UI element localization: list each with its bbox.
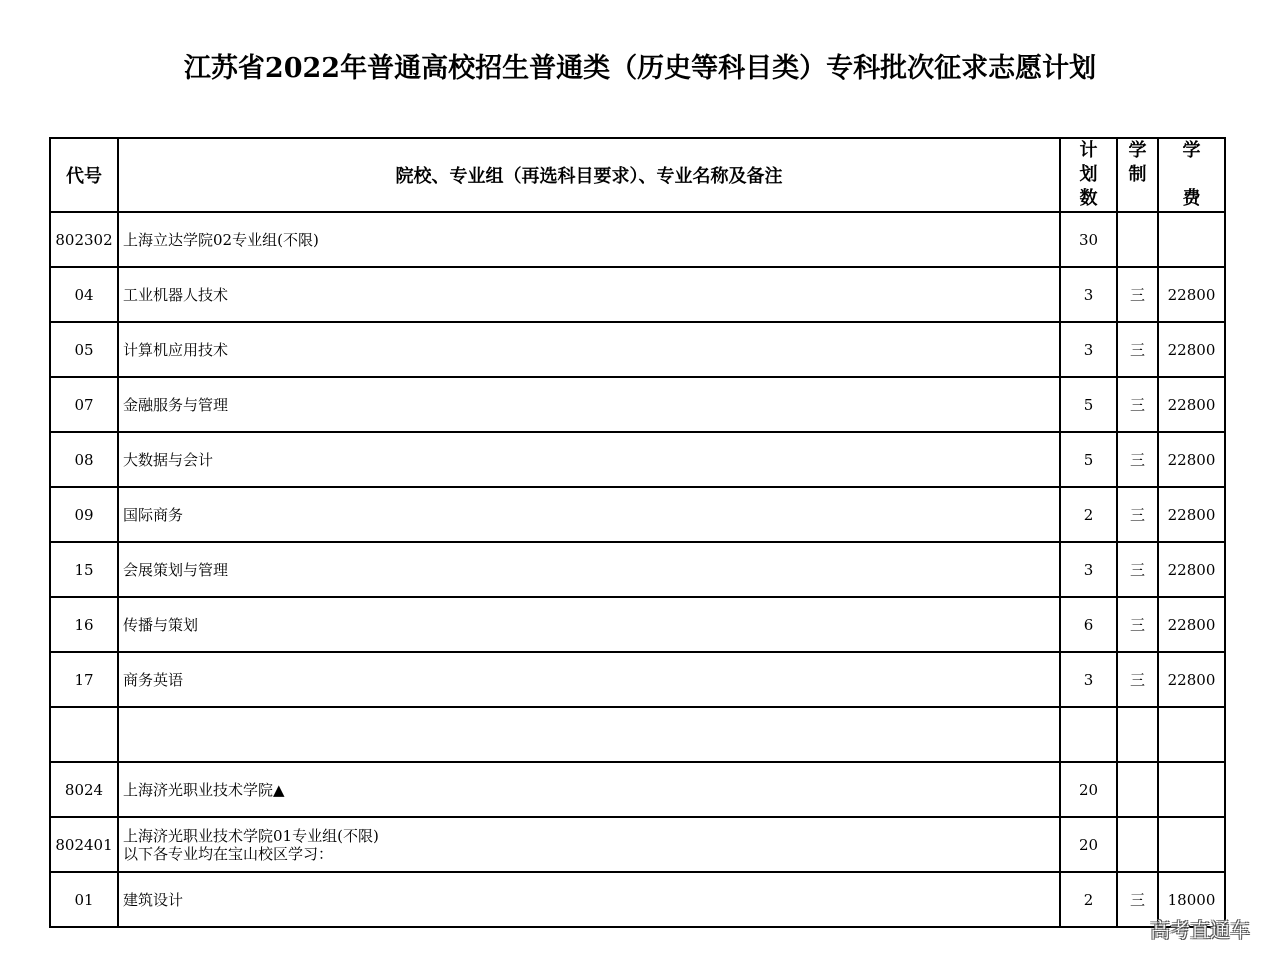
cell-plan-count: 3 — [1060, 322, 1117, 377]
cell-name-line: 建筑设计 — [123, 890, 184, 909]
cell-duration: 三 — [1117, 267, 1158, 322]
cell-plan-count: 20 — [1060, 817, 1117, 872]
table-row — [50, 817, 1225, 872]
cell-fee: 22800 — [1158, 487, 1225, 542]
header-duration-char: 学 — [1128, 140, 1147, 161]
header-name: 院校、专业组（再选科目要求）、专业名称及备注 — [118, 138, 1060, 212]
header-plan-count-char: 划 — [1079, 164, 1098, 185]
cell-fee: 22800 — [1158, 652, 1225, 707]
cell-code: 15 — [50, 542, 118, 597]
header-fee-char: 费 — [1182, 188, 1201, 209]
enrollment-plan-table — [49, 137, 1226, 928]
cell-plan-count: 20 — [1060, 762, 1117, 817]
header-duration — [1117, 138, 1158, 212]
cell-code: 01 — [50, 872, 118, 927]
cell-name-line: 上海立达学院02专业组(不限) — [123, 230, 319, 249]
cell-code: 8024 — [50, 762, 118, 817]
cell-fee — [1158, 212, 1225, 267]
cell-duration: 三 — [1117, 597, 1158, 652]
cell-name — [118, 487, 1060, 542]
cell-plan-count: 3 — [1060, 542, 1117, 597]
cell-name-line: 商务英语 — [123, 670, 184, 689]
cell-name-line: 以下各专业均在宝山校区学习： — [123, 844, 334, 863]
cell-name-line: 上海济光职业技术学院01专业组(不限) — [123, 826, 379, 845]
cell-plan-count: 3 — [1060, 652, 1117, 707]
cell-plan-count: 3 — [1060, 267, 1117, 322]
table-row — [50, 487, 1225, 542]
cell-fee: 22800 — [1158, 322, 1225, 377]
cell-name-line: 会展策划与管理 — [123, 560, 229, 579]
cell-name — [118, 212, 1060, 267]
cell-name — [118, 377, 1060, 432]
cell-name-line: 金融服务与管理 — [123, 395, 229, 414]
cell-duration: 三 — [1117, 542, 1158, 597]
header-fee-char: 学 — [1182, 140, 1201, 161]
cell-plan-count: 5 — [1060, 377, 1117, 432]
cell-fee — [1158, 707, 1225, 762]
cell-code: 04 — [50, 267, 118, 322]
cell-code: 05 — [50, 322, 118, 377]
cell-name — [118, 652, 1060, 707]
cell-name-line: 工业机器人技术 — [123, 285, 229, 304]
table-row — [50, 377, 1225, 432]
cell-plan-count — [1060, 707, 1117, 762]
header-plan-count — [1060, 138, 1117, 212]
header-code: 代号 — [50, 138, 118, 212]
cell-plan-count: 2 — [1060, 487, 1117, 542]
cell-name — [118, 817, 1060, 872]
cell-plan-count: 6 — [1060, 597, 1117, 652]
cell-name — [118, 542, 1060, 597]
cell-name-line: 国际商务 — [123, 505, 184, 524]
cell-duration — [1117, 212, 1158, 267]
table-row — [50, 542, 1225, 597]
cell-code — [50, 707, 118, 762]
cell-duration — [1117, 817, 1158, 872]
cell-code: 07 — [50, 377, 118, 432]
table-row — [50, 707, 1225, 762]
cell-fee: 18000 — [1158, 872, 1225, 927]
cell-duration: 三 — [1117, 652, 1158, 707]
cell-name — [118, 762, 1060, 817]
cell-code: 17 — [50, 652, 118, 707]
table-row — [50, 762, 1225, 817]
table-row — [50, 432, 1225, 487]
watermark: 高考直通车 — [1150, 918, 1250, 942]
cell-duration: 三 — [1117, 322, 1158, 377]
cell-name — [118, 872, 1060, 927]
cell-duration: 三 — [1117, 377, 1158, 432]
cell-fee: 22800 — [1158, 597, 1225, 652]
table-row — [50, 652, 1225, 707]
cell-fee: 22800 — [1158, 377, 1225, 432]
cell-duration — [1117, 707, 1158, 762]
cell-fee: 22800 — [1158, 267, 1225, 322]
cell-name — [118, 267, 1060, 322]
cell-name — [118, 432, 1060, 487]
cell-name — [118, 322, 1060, 377]
header-plan-count-char: 计 — [1079, 140, 1098, 161]
cell-code: 08 — [50, 432, 118, 487]
cell-plan-count: 2 — [1060, 872, 1117, 927]
page-title: 江苏省2022年普通高校招生普通类（历史等科目类）专科批次征求志愿计划 — [183, 53, 1097, 84]
table-row — [50, 267, 1225, 322]
table-row — [50, 212, 1225, 267]
cell-name — [118, 597, 1060, 652]
cell-name-line: 上海济光职业技术学院▲ — [123, 780, 285, 799]
cell-duration: 三 — [1117, 872, 1158, 927]
cell-duration: 三 — [1117, 432, 1158, 487]
cell-name-line: 计算机应用技术 — [123, 340, 229, 359]
cell-plan-count: 5 — [1060, 432, 1117, 487]
cell-code: 16 — [50, 597, 118, 652]
cell-fee — [1158, 817, 1225, 872]
header-plan-count-char: 数 — [1079, 188, 1098, 209]
table-row — [50, 597, 1225, 652]
cell-name — [118, 707, 1060, 762]
cell-duration — [1117, 762, 1158, 817]
cell-plan-count: 30 — [1060, 212, 1117, 267]
cell-fee: 22800 — [1158, 542, 1225, 597]
table-row — [50, 322, 1225, 377]
header-duration-char: 制 — [1128, 164, 1147, 185]
cell-code: 802401 — [50, 817, 118, 872]
cell-fee: 22800 — [1158, 432, 1225, 487]
cell-code: 802302 — [50, 212, 118, 267]
cell-code: 09 — [50, 487, 118, 542]
header-fee — [1158, 138, 1225, 212]
cell-name-line: 大数据与会计 — [123, 450, 214, 469]
cell-name-line: 传播与策划 — [123, 615, 199, 634]
table-header-row — [50, 138, 1225, 212]
cell-duration: 三 — [1117, 487, 1158, 542]
cell-fee — [1158, 762, 1225, 817]
table-row — [50, 872, 1225, 927]
